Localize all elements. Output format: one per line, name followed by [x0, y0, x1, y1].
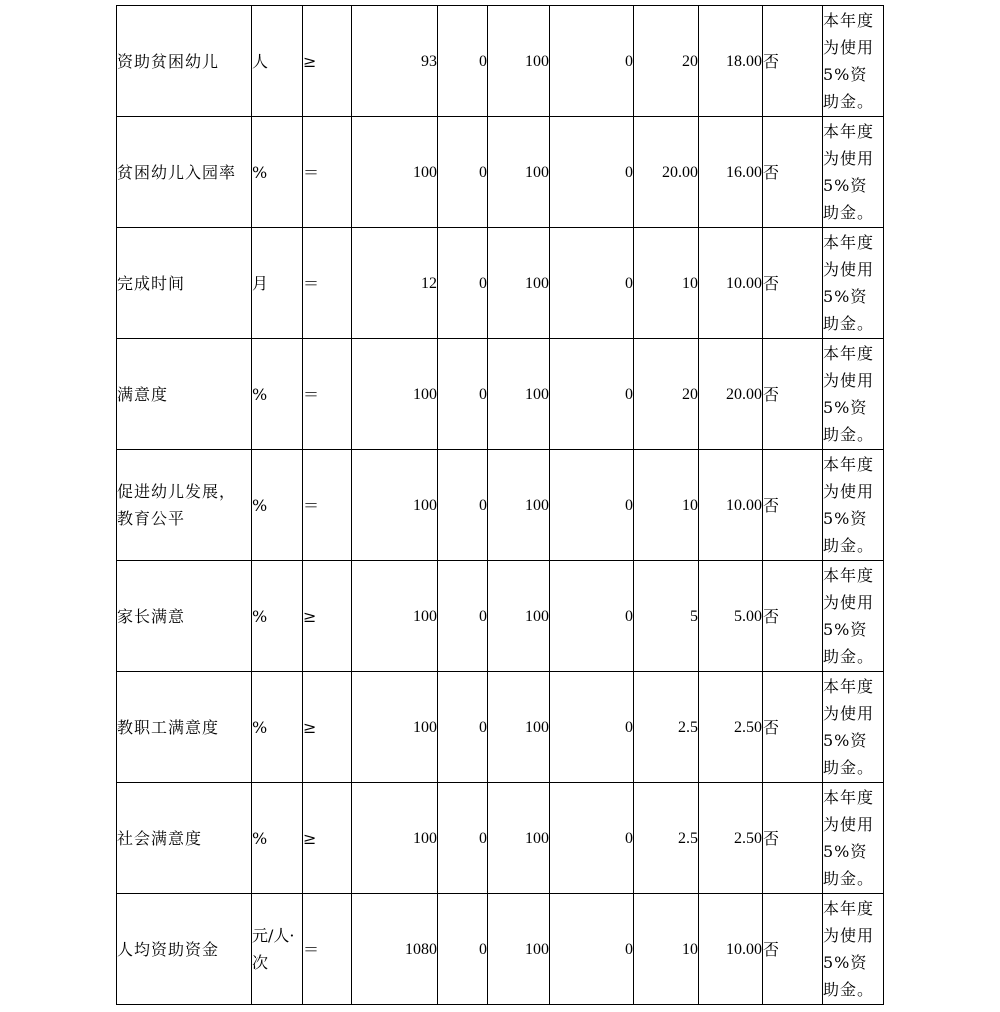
unit-cell	[252, 894, 303, 1005]
unit-cell	[252, 783, 303, 894]
table-row	[117, 561, 884, 672]
unit-text: 月	[252, 273, 269, 293]
remark-text: 本年度为使用5%资助金。	[823, 788, 875, 888]
unit-text: %	[252, 717, 268, 737]
unit-cell	[252, 450, 303, 561]
value-col-3-cell: 0	[550, 6, 634, 117]
table-row	[117, 672, 884, 783]
remark-cell	[823, 783, 884, 894]
weight-cell: 20	[634, 339, 699, 450]
unit-cell	[252, 561, 303, 672]
value-col-1-cell: 0	[438, 561, 488, 672]
value-col-2-cell: 100	[488, 6, 550, 117]
value-col-2-cell: 100	[488, 450, 550, 561]
unit-cell	[252, 6, 303, 117]
target-value-cell: 93	[352, 6, 438, 117]
value-col-1-cell: 0	[438, 6, 488, 117]
value-col-1-cell: 0	[438, 783, 488, 894]
score-cell: 2.50	[699, 783, 763, 894]
score-cell: 20.00	[699, 339, 763, 450]
flag-cell: 否	[763, 450, 823, 561]
flag-cell: 否	[763, 672, 823, 783]
remark-cell	[823, 117, 884, 228]
indicator-name-cell: 完成时间	[117, 228, 252, 339]
remark-text: 本年度为使用5%资助金。	[823, 233, 875, 333]
operator-cell: ≥	[303, 6, 352, 117]
remark-text: 本年度为使用5%资助金。	[823, 899, 875, 999]
target-value-cell: 100	[352, 339, 438, 450]
score-cell: 5.00	[699, 561, 763, 672]
performance-indicator-table	[116, 5, 884, 1005]
indicator-name-cell: 人均资助资金	[117, 894, 252, 1005]
indicator-name-cell: 教职工满意度	[117, 672, 252, 783]
unit-cell	[252, 672, 303, 783]
remark-cell	[823, 672, 884, 783]
target-value-cell: 100	[352, 783, 438, 894]
weight-cell: 10	[634, 894, 699, 1005]
score-cell: 10.00	[699, 450, 763, 561]
value-col-1-cell: 0	[438, 339, 488, 450]
operator-cell: ≥	[303, 672, 352, 783]
value-col-3-cell: 0	[550, 561, 634, 672]
operator-cell: ＝	[303, 117, 352, 228]
value-col-3-cell: 0	[550, 117, 634, 228]
value-col-2-cell: 100	[488, 339, 550, 450]
unit-text: %	[252, 384, 268, 404]
indicator-name-cell: 促进幼儿发展，教育公平	[117, 450, 252, 561]
target-value-cell: 100	[352, 117, 438, 228]
remark-cell	[823, 450, 884, 561]
table-row	[117, 117, 884, 228]
operator-cell: ＝	[303, 894, 352, 1005]
remark-text: 本年度为使用5%资助金。	[823, 11, 875, 111]
target-value-cell: 12	[352, 228, 438, 339]
remark-cell	[823, 6, 884, 117]
unit-cell	[252, 339, 303, 450]
weight-cell: 20.00	[634, 117, 699, 228]
value-col-3-cell: 0	[550, 894, 634, 1005]
remark-text: 本年度为使用5%资助金。	[823, 566, 875, 666]
weight-cell: 2.5	[634, 672, 699, 783]
value-col-2-cell: 100	[488, 117, 550, 228]
weight-cell: 10	[634, 450, 699, 561]
unit-text: %	[252, 606, 268, 626]
remark-text: 本年度为使用5%资助金。	[823, 455, 875, 555]
flag-cell: 否	[763, 561, 823, 672]
value-col-3-cell: 0	[550, 783, 634, 894]
value-col-3-cell: 0	[550, 228, 634, 339]
value-col-2-cell: 100	[488, 894, 550, 1005]
remark-cell	[823, 894, 884, 1005]
score-cell: 18.00	[699, 6, 763, 117]
weight-cell: 20	[634, 6, 699, 117]
value-col-2-cell: 100	[488, 672, 550, 783]
flag-cell: 否	[763, 894, 823, 1005]
weight-cell: 10	[634, 228, 699, 339]
score-cell: 16.00	[699, 117, 763, 228]
unit-cell	[252, 228, 303, 339]
operator-cell: ≥	[303, 561, 352, 672]
score-cell: 10.00	[699, 228, 763, 339]
value-col-1-cell: 0	[438, 672, 488, 783]
table-row	[117, 339, 884, 450]
table-row	[117, 228, 884, 339]
remark-text: 本年度为使用5%资助金。	[823, 122, 875, 222]
operator-cell: ＝	[303, 228, 352, 339]
operator-cell: ＝	[303, 450, 352, 561]
table-row	[117, 894, 884, 1005]
value-col-3-cell: 0	[550, 339, 634, 450]
score-cell: 2.50	[699, 672, 763, 783]
indicator-name-cell: 社会满意度	[117, 783, 252, 894]
target-value-cell: 100	[352, 450, 438, 561]
remark-text: 本年度为使用5%资助金。	[823, 677, 875, 777]
flag-cell: 否	[763, 6, 823, 117]
value-col-2-cell: 100	[488, 561, 550, 672]
indicator-name-cell: 满意度	[117, 339, 252, 450]
operator-cell: ≥	[303, 783, 352, 894]
indicator-name-cell: 贫困幼儿入园率	[117, 117, 252, 228]
weight-cell: 5	[634, 561, 699, 672]
unit-text: %	[252, 828, 268, 848]
remark-text: 本年度为使用5%资助金。	[823, 344, 875, 444]
target-value-cell: 100	[352, 561, 438, 672]
indicator-name-cell: 家长满意	[117, 561, 252, 672]
operator-cell: ＝	[303, 339, 352, 450]
table-row	[117, 6, 884, 117]
value-col-1-cell: 0	[438, 894, 488, 1005]
target-value-cell: 1080	[352, 894, 438, 1005]
table-row	[117, 450, 884, 561]
flag-cell: 否	[763, 339, 823, 450]
unit-text: %	[252, 495, 268, 515]
unit-text: 元/人·次	[252, 926, 295, 972]
value-col-3-cell: 0	[550, 450, 634, 561]
flag-cell: 否	[763, 783, 823, 894]
indicator-name-cell: 资助贫困幼儿	[117, 6, 252, 117]
unit-text: %	[252, 162, 268, 182]
score-cell: 10.00	[699, 894, 763, 1005]
target-value-cell: 100	[352, 672, 438, 783]
table-row	[117, 783, 884, 894]
value-col-1-cell: 0	[438, 117, 488, 228]
unit-text: 人	[252, 51, 269, 71]
value-col-2-cell: 100	[488, 783, 550, 894]
value-col-3-cell: 0	[550, 672, 634, 783]
remark-cell	[823, 339, 884, 450]
value-col-1-cell: 0	[438, 228, 488, 339]
remark-cell	[823, 228, 884, 339]
table-body	[117, 6, 884, 1005]
flag-cell: 否	[763, 228, 823, 339]
value-col-2-cell: 100	[488, 228, 550, 339]
remark-cell	[823, 561, 884, 672]
unit-cell	[252, 117, 303, 228]
flag-cell: 否	[763, 117, 823, 228]
weight-cell: 2.5	[634, 783, 699, 894]
value-col-1-cell: 0	[438, 450, 488, 561]
